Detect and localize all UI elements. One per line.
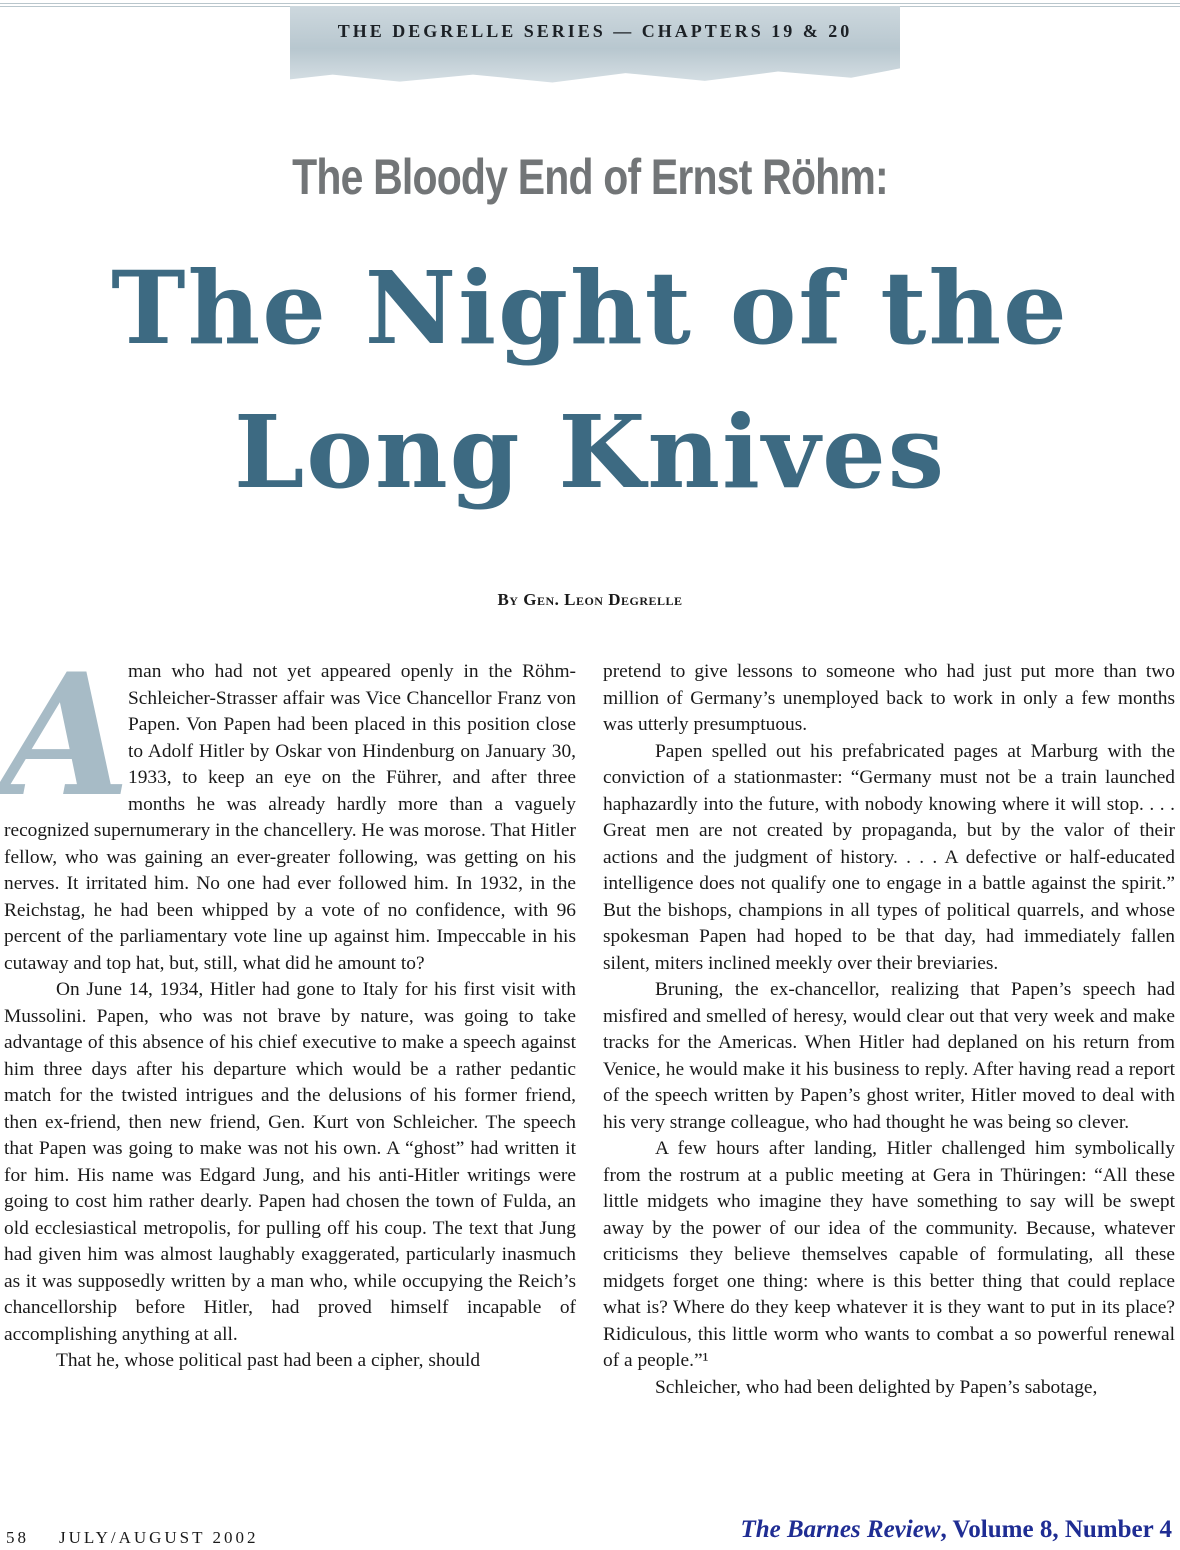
paragraph — [0, 636, 576, 977]
issue-date: JULY/AUGUST 2002 — [59, 1528, 259, 1547]
paragraph: pretend to give lessons to someone who had just put more than two million of Germany’s unemployed back to work in only a few months was utterly presumptuous. — [603, 661, 1175, 735]
publication-credit — [740, 1516, 1172, 1544]
top-rule — [0, 3, 1180, 4]
paragraph: On June 14, 1934, Hitler had gone to Italy for his first visit with Mussolini. Papen, who was not brave by nature, was going to take advantage of this absence of his chief executive to make a speech against him three days after his departure which would be a rather pedantic match for the twisted intrigues and the delusions of his former friend, then ex-friend, then new friend, Gen. Kurt von Schleicher. The speech that Papen was going to make was not his own. A “ghost” had written it for him. His name was Edgard Jung, and his anti-Hitler writings were going to cost him rather dearly. Papen had chosen the town of Fulda, an old ecclesiastical metropolis, for pulling off his coup. The text that Jung had given him was almost laughably exaggerated, particularly inasmuch as it was supposedly written by a man who, while occupying the Reich’s chancellorship before Hitler, had proved himself incapable of accomplishing anything at all. — [4, 979, 576, 1345]
folio — [6, 1528, 258, 1548]
publication-name: The Barnes Review — [740, 1516, 941, 1543]
page-number: 58 — [6, 1528, 29, 1547]
left-column — [0, 636, 576, 1375]
series-banner — [290, 6, 900, 84]
paragraph: That he, whose political past had been a cipher, should — [56, 1350, 481, 1371]
article-kicker: The Bloody End of Ernst Röhm: — [292, 149, 888, 205]
article-title-line-1: The Night of the — [111, 249, 1069, 367]
right-column — [603, 659, 1175, 1401]
series-title: THE DEGRELLE SERIES — CHAPTERS 19 & 20 — [337, 21, 853, 41]
volume-number: , Volume 8, Number 4 — [940, 1516, 1172, 1543]
paragraph: Bruning, the ex-chancellor, realizing that Papen’s speech had misfired and smelled of heresy, would clear out that very week and make tracks for the Americas. When Hitler had deplaned on his return from Venice, he would make it his business to reply. After having read a report of the speech written by Papen’s ghost writer, Hitler moved to deal with his very strange colleague, who had thought he was being so clever. — [603, 979, 1175, 1133]
article-title-line-2: Long Knives — [233, 393, 947, 511]
paragraph: Schleicher, who had been delighted by Papen’s sabotage, — [655, 1376, 1098, 1398]
byline: By Gen. Leon Degrelle — [497, 590, 683, 609]
drop-cap: A — [0, 636, 131, 834]
paragraph: Papen spelled out his prefabricated pages at Marburg with the conviction of a stationmaster: “Germany must not be a train launched haphazardly into the future, with nobody knowing where it will stop. . . . Great men are not created by propaganda, but by the valor of their actions and the judgment of history. . . . A defective or half-educated intelligence does not qualify one to engage in a battle against the spirit.” But the bishops, champions in all types of political quarrels, and whose spokesman Papen had hoped to be that day, had immediately fallen silent, miters inclined meekly over their breviaries. — [603, 740, 1175, 974]
paragraph: A few hours after landing, Hitler challenged him symbolically from the rostrum at a public meeting at Gera in Thüringen: “All these little midgets who imagine they have something to say will be swept away by the power of our idea of the community. Because, whatever criticisms they believe themselves capable of formulating, all these midgets forget one thing: where is this better thing that could replace what is? Where do they keep whatever it is they want to put in its place? Ridiculous, this little worm who wants to combat a so powerful renewal of a people.”¹ — [603, 1138, 1175, 1371]
paragraph-text: man who had not yet appeared openly in the Röhm-Schleicher-Strasser affair was Vice Chancellor Franz von Papen. Von Papen had been placed in this position close to Adolf Hitler by Oskar von Hindenburg on January 30, 1933, to keep an eye on the Führer, and after three months he was already hardly more than a vaguely recognized supernumerary in the chancellery. He was morose. That Hitler fellow, who was gaining an ever-greater following, was getting on his nerves. It irritated him. No one had ever followed him. In 1932, in the Reichstag, he had been whipped by a vote of no confidence, with 96 percent of the parliamentary vote line up against him. Impeccable in his cutaway and top hat, but, still, what did he amount to? — [4, 661, 576, 974]
